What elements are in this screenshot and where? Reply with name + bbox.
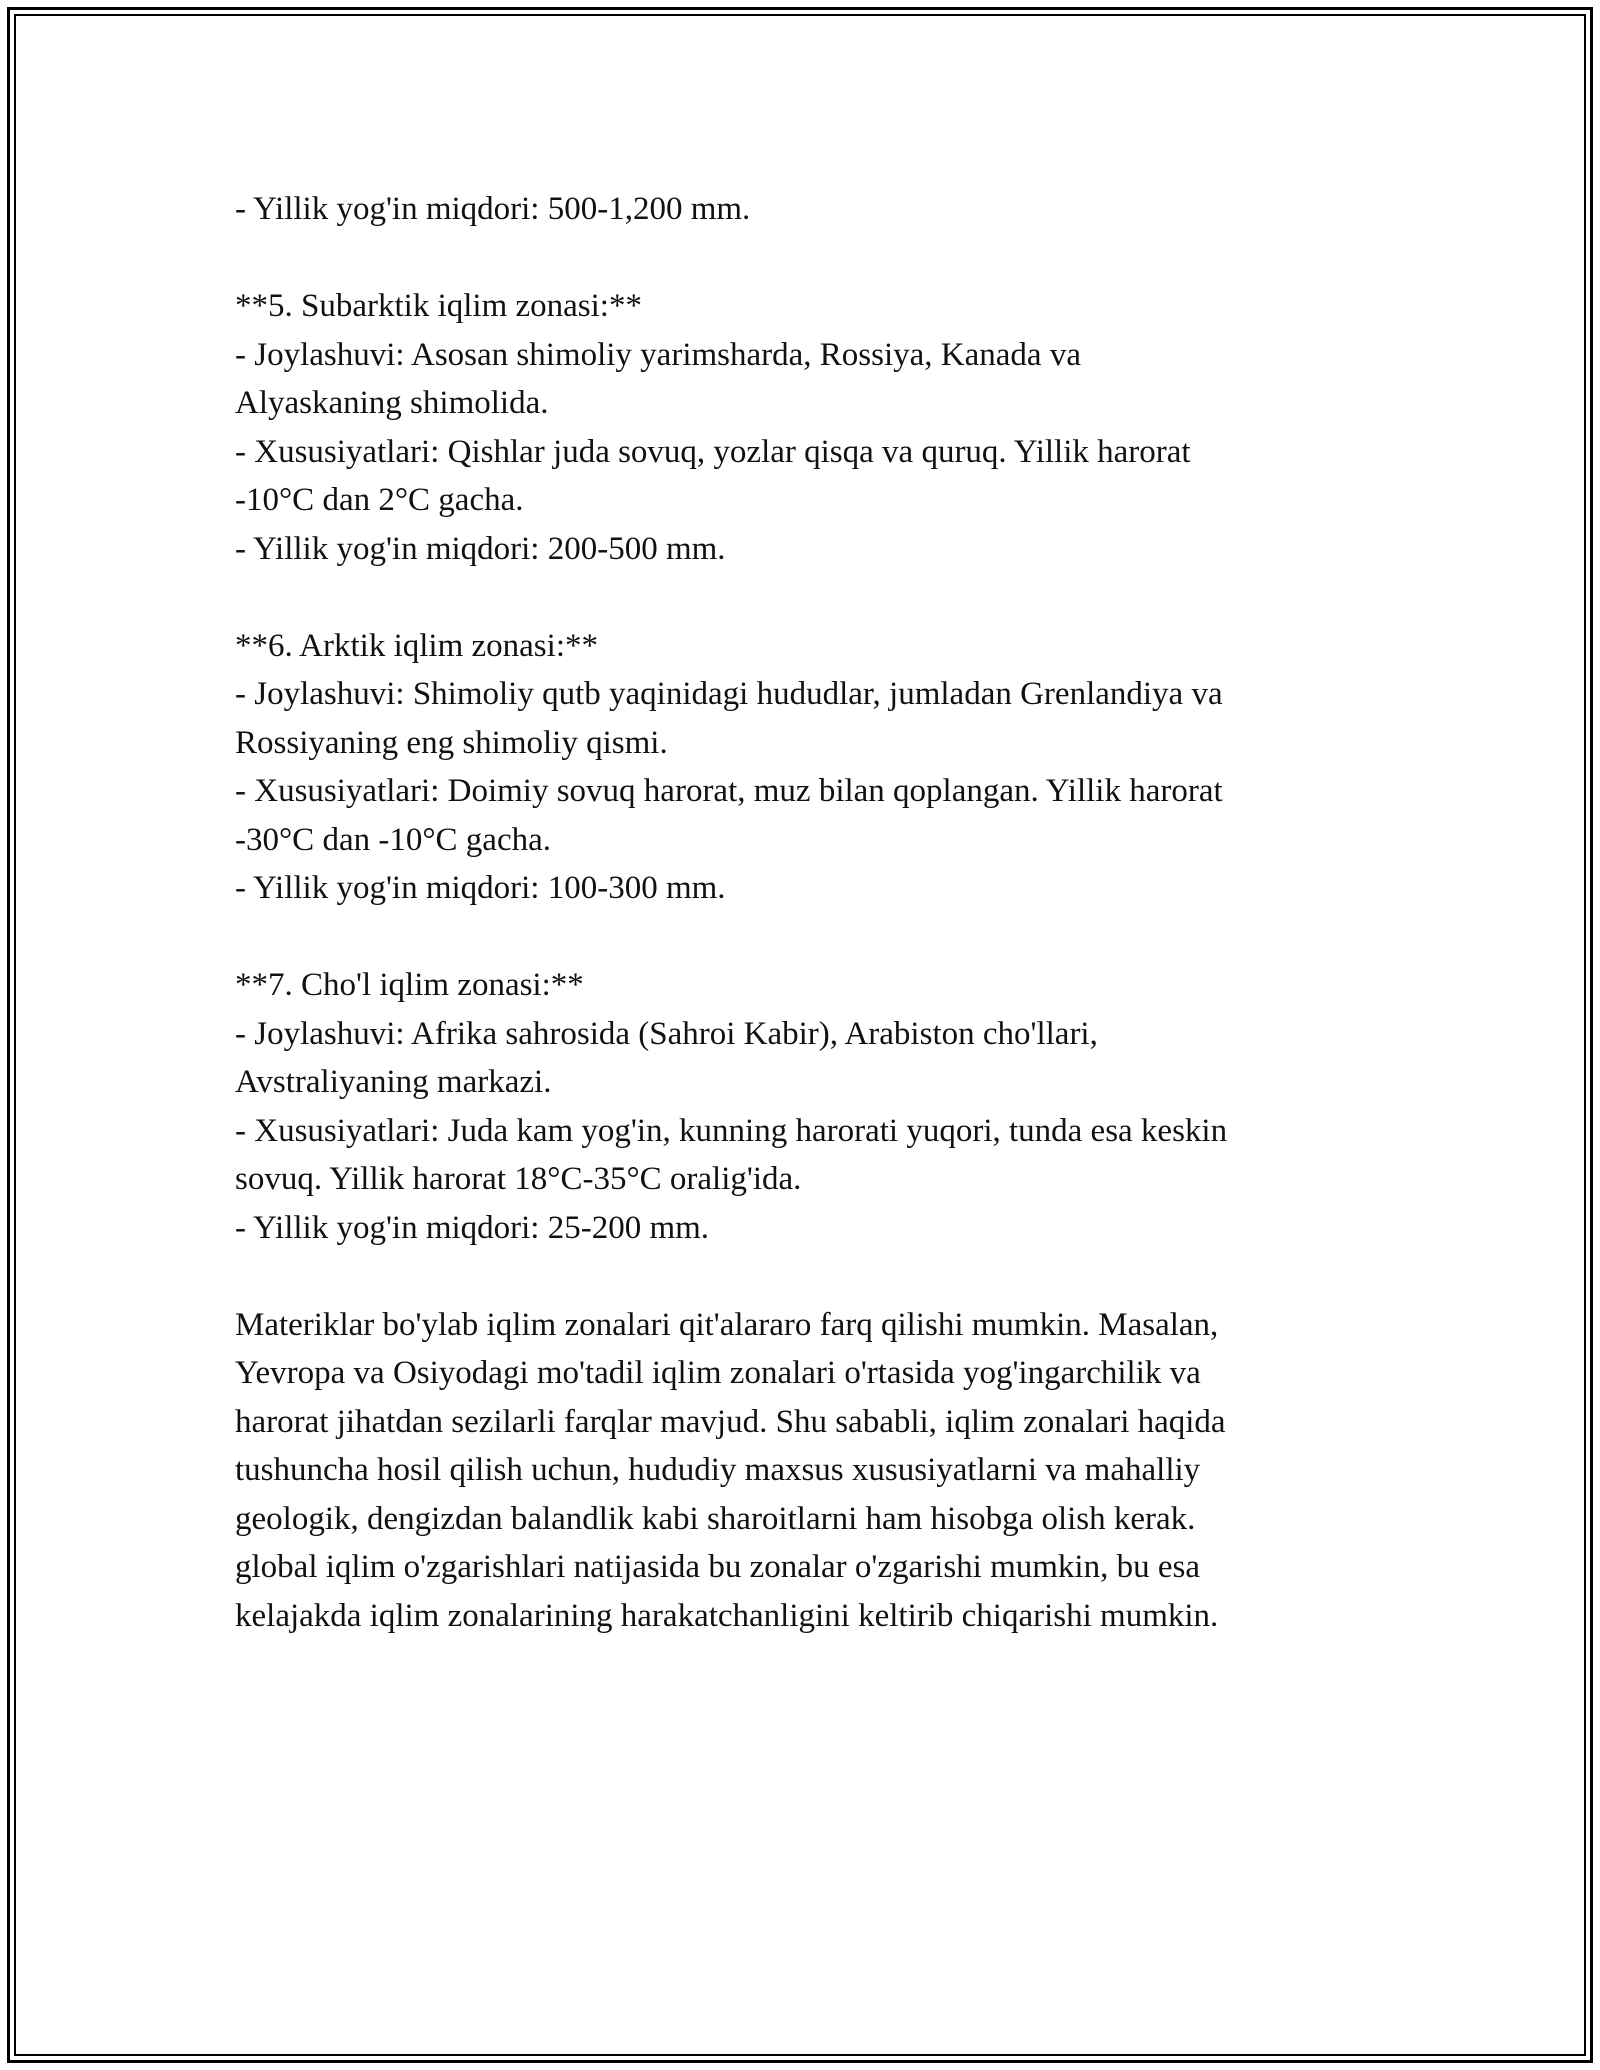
section-desert: [235, 961, 1375, 1252]
paragraph-line: global iqlim o'zgarishlari natijasida bu zonalar o'zgarishi mumkin, bu esa: [235, 1549, 1200, 1585]
paragraph-line: kelajakda iqlim zonalarining harakatchanligini keltirib chiqarishi mumkin.: [235, 1597, 1219, 1634]
section-heading: **7. Cho'l iqlim zonasi:**: [235, 967, 584, 1003]
section-heading: **6. Arktik iqlim zonasi:**: [235, 627, 598, 664]
section-line: - Yillik yog'in miqdori: 100-300 mm.: [235, 870, 726, 906]
section-line: - Xususiyatlari: Qishlar juda sovuq, yozlar qisqa va quruq. Yillik harorat: [235, 433, 1191, 470]
paragraph-line: tushuncha hosil qilish uchun, hududiy maxsus xususiyatlarni va mahalliy: [235, 1452, 1201, 1488]
section-line: Rossiyaning eng shimoliy qismi.: [235, 724, 668, 761]
section-line: - Joylashuvi: Afrika sahrosida (Sahroi Kabir), Arabiston cho'llari,: [235, 1015, 1098, 1052]
paragraph-line: Yevropa va Osiyodagi mo'tadil iqlim zonalari o'rtasida yog'ingarchilik va: [235, 1355, 1201, 1391]
paragraph-line: harorat jihatdan sezilarli farqlar mavjud. Shu sababli, iqlim zonalari haqida: [235, 1403, 1226, 1440]
section-heading: **5. Subarktik iqlim zonasi:**: [235, 288, 642, 324]
section-line: - Yillik yog'in miqdori: 25-200 mm.: [235, 1209, 710, 1246]
section-line: sovuq. Yillik harorat 18°C-35°C oralig'ida.: [235, 1161, 802, 1197]
paragraph-line: geologik, dengizdan balandlik kabi sharoitlarni ham hisobga olish kerak.: [235, 1500, 1196, 1537]
section-subarctic: [235, 282, 1375, 573]
intro-line: - Yillik yog'in miqdori: 500-1,200 mm.: [235, 191, 751, 227]
section-line: - Yillik yog'in miqdori: 200-500 mm.: [235, 530, 726, 567]
section-line: -10°C dan 2°C gacha.: [235, 482, 524, 518]
document-body: [235, 185, 1375, 1640]
section-line: Avstraliyaning markazi.: [235, 1064, 552, 1100]
section-line: - Joylashuvi: Asosan shimoliy yarimsharda, Rossiya, Kanada va: [235, 336, 1081, 373]
section-line: -30°C dan -10°C gacha.: [235, 821, 551, 858]
section-line: - Xususiyatlari: Juda kam yog'in, kunning harorati yuqori, tunda esa keskin: [235, 1112, 1228, 1149]
paragraph-line: Materiklar bo'ylab iqlim zonalari qit'alararo farq qilishi mumkin. Masalan,: [235, 1306, 1219, 1343]
section-line: - Joylashuvi: Shimoliy qutb yaqinidagi hududlar, jumladan Grenlandiya va: [235, 676, 1223, 712]
section-arctic: [235, 622, 1375, 913]
section-line: - Xususiyatlari: Doimiy sovuq harorat, muz bilan qoplangan. Yillik harorat: [235, 773, 1223, 809]
section-line: Alyaskaning shimolida.: [235, 385, 549, 421]
conclusion-paragraph: [235, 1301, 1375, 1641]
